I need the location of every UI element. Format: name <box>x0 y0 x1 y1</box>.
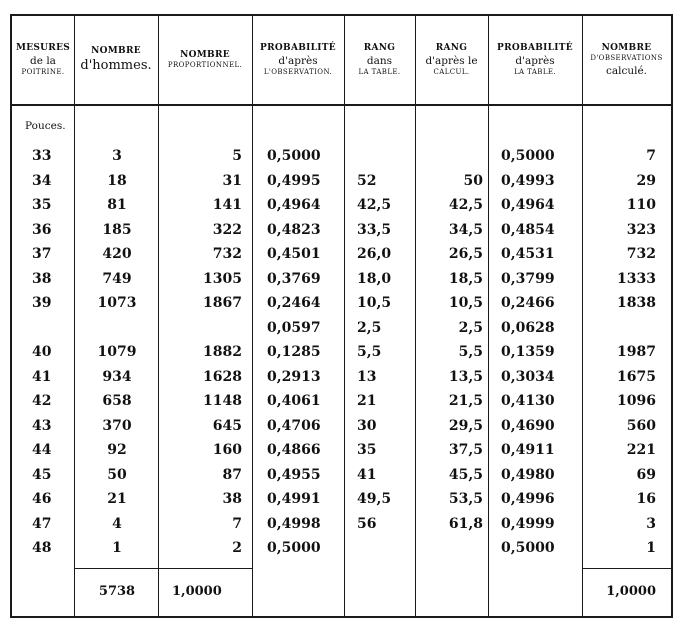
cell-nombre-observations: 221 <box>626 442 656 458</box>
cell-probabilite-table: 0,4993 <box>501 172 555 189</box>
cell-rang-table: 2,5 <box>357 319 382 336</box>
total-rule <box>74 568 252 569</box>
cell-rang-calcul: 21,5 <box>448 393 483 409</box>
cell-hommes: 749 <box>102 270 132 287</box>
cell-nombre-observations: 1333 <box>617 270 656 287</box>
total-observations: 1,0000 <box>606 584 656 599</box>
cell-rang-calcul: 2,5 <box>458 319 483 336</box>
cell-probabilite-table: 0,4531 <box>501 246 555 262</box>
cell-proportionnel: 1305 <box>203 270 242 287</box>
cell-hommes: 185 <box>102 221 132 238</box>
cell-nombre-observations: 3 <box>646 515 656 532</box>
cell-probabilite-observation: 0,4991 <box>267 491 321 507</box>
cell-mesure: 44 <box>32 442 52 458</box>
header-line: PROBABILITÉ <box>260 43 336 54</box>
header-line: d'hommes. <box>80 58 152 74</box>
cell-mesure: 38 <box>32 270 52 287</box>
cell-hommes: 92 <box>107 442 127 458</box>
header-line: LA TABLE. <box>514 68 556 77</box>
table-row <box>12 218 671 242</box>
cell-proportionnel: 732 <box>212 246 242 262</box>
cell-hommes: 81 <box>107 197 127 213</box>
cell-probabilite-table: 0,4854 <box>501 221 555 238</box>
cell-hommes: 1079 <box>97 344 137 360</box>
header-line: PROPORTIONNEL. <box>167 61 243 70</box>
cell-rang-table <box>357 536 417 560</box>
cell-probabilite-observation: 0,1285 <box>267 344 321 360</box>
cell-rang-calcul: 10,5 <box>448 295 483 311</box>
cell-mesure: 36 <box>32 221 52 238</box>
cell-nombre-observations: 69 <box>636 466 656 483</box>
table-row <box>12 242 671 266</box>
cell-probabilite-observation: 0,5000 <box>267 148 321 164</box>
header-probabilite-table <box>488 16 582 104</box>
cell-proportionnel: 38 <box>222 491 242 507</box>
cell-proportionnel <box>172 316 242 340</box>
cell-probabilite-table: 0,0628 <box>501 319 555 336</box>
cell-probabilite-observation: 0,4995 <box>267 172 321 189</box>
header-line: D'OBSERVATIONS <box>590 54 663 63</box>
cell-probabilite-observation: 0,4866 <box>267 442 321 458</box>
cell-nombre-observations: 323 <box>626 221 656 238</box>
cell-mesure: 47 <box>32 515 52 532</box>
table-row <box>12 193 671 217</box>
cell-mesure: 42 <box>32 393 52 409</box>
cell-mesure <box>32 316 72 340</box>
header-line: calculé. <box>605 64 648 77</box>
table-body <box>12 106 671 618</box>
cell-rang-calcul <box>427 144 483 168</box>
header-line: PROBABILITÉ <box>497 43 573 54</box>
table-row <box>12 389 671 413</box>
cell-rang-calcul: 13,5 <box>448 368 483 385</box>
cell-probabilite-observation: 0,2913 <box>267 368 321 385</box>
cell-proportionnel: 1882 <box>203 344 242 360</box>
cell-hommes <box>87 316 147 340</box>
cell-proportionnel: 322 <box>212 221 242 238</box>
cell-hommes: 1073 <box>97 295 137 311</box>
cell-probabilite-table: 0,4999 <box>501 515 555 532</box>
cell-probabilite-observation: 0,4955 <box>267 466 321 483</box>
cell-rang-table: 35 <box>357 442 377 458</box>
cell-nombre-observations: 560 <box>626 417 656 434</box>
cell-hommes: 1 <box>112 540 122 556</box>
cell-hommes: 370 <box>102 417 132 434</box>
header-nombre-hommes <box>74 16 158 104</box>
cell-probabilite-table: 0,4690 <box>501 417 555 434</box>
header-mesures <box>12 16 74 104</box>
total-hommes: 5738 <box>98 584 136 599</box>
cell-probabilite-observation: 0,4964 <box>267 197 321 213</box>
header-nombre-proportionnel <box>158 16 252 104</box>
cell-probabilite-table: 0,3799 <box>501 270 555 287</box>
cell-hommes: 420 <box>102 246 132 262</box>
header-line: de la <box>30 55 56 68</box>
cell-rang-calcul <box>427 536 483 560</box>
cell-nombre-observations: 1987 <box>617 344 656 360</box>
table-row <box>12 267 671 291</box>
table-row <box>12 463 671 487</box>
cell-rang-table: 42,5 <box>357 197 392 213</box>
cell-hommes: 4 <box>112 515 122 532</box>
cell-rang-table: 5,5 <box>357 344 382 360</box>
table-row <box>12 340 671 364</box>
cell-probabilite-table: 0,2466 <box>501 295 555 311</box>
cell-rang-table: 33,5 <box>357 221 392 238</box>
cell-rang-calcul: 42,5 <box>448 197 483 213</box>
cell-proportionnel: 5 <box>232 148 242 164</box>
header-line: POITRINE. <box>21 68 65 77</box>
header-nombre-observations <box>582 16 671 104</box>
header-line: dans <box>366 55 393 68</box>
cell-proportionnel: 2 <box>232 540 242 556</box>
cell-nombre-observations: 1675 <box>617 368 656 385</box>
cell-proportionnel: 7 <box>232 515 242 532</box>
cell-probabilite-table: 0,1359 <box>501 344 555 360</box>
cell-mesure: 39 <box>32 295 52 311</box>
table-row <box>12 414 671 438</box>
cell-proportionnel: 1867 <box>203 295 242 311</box>
cell-proportionnel: 1148 <box>203 393 242 409</box>
cell-probabilite-observation: 0,5000 <box>267 540 321 556</box>
cell-rang-table: 41 <box>357 466 377 483</box>
cell-nombre-observations: 7 <box>646 148 656 164</box>
cell-proportionnel: 160 <box>212 442 242 458</box>
cell-mesure: 45 <box>32 466 52 483</box>
table-row <box>12 291 671 315</box>
header-line: RANG <box>435 43 468 54</box>
cell-rang-table: 52 <box>357 172 377 189</box>
totals-row <box>12 580 671 604</box>
cell-rang-table <box>357 144 417 168</box>
cell-rang-calcul: 34,5 <box>448 221 483 238</box>
cell-probabilite-table: 0,4911 <box>501 442 555 458</box>
cell-hommes: 50 <box>107 466 127 483</box>
cell-hommes: 3 <box>112 148 122 164</box>
cell-proportionnel: 87 <box>222 466 242 483</box>
cell-probabilite-observation: 0,3769 <box>267 270 321 287</box>
cell-rang-table: 13 <box>357 368 377 385</box>
cell-probabilite-observation: 0,0597 <box>267 319 321 336</box>
cell-rang-table: 10,5 <box>357 295 392 311</box>
total-proportionnel: 1,0000 <box>172 584 222 599</box>
table-row <box>12 169 671 193</box>
cell-rang-table: 21 <box>357 393 377 409</box>
header-line: RANG <box>363 43 396 54</box>
cell-proportionnel: 141 <box>212 197 242 213</box>
cell-probabilite-table: 0,4996 <box>501 491 555 507</box>
cell-rang-calcul: 5,5 <box>458 344 483 360</box>
header-rang-calcul <box>415 16 488 104</box>
cell-rang-table: 49,5 <box>357 491 392 507</box>
cell-rang-table: 18,0 <box>357 270 392 287</box>
cell-rang-calcul: 45,5 <box>448 466 483 483</box>
cell-nombre-observations: 29 <box>636 172 656 189</box>
cell-mesure: 46 <box>32 491 52 507</box>
cell-proportionnel: 1628 <box>203 368 242 385</box>
cell-probabilite-observation: 0,4061 <box>267 393 321 409</box>
cell-rang-calcul: 53,5 <box>448 491 483 507</box>
cell-rang-table: 30 <box>357 417 377 434</box>
cell-rang-calcul: 26,5 <box>448 246 483 262</box>
cell-mesure: 34 <box>32 172 52 189</box>
cell-nombre-observations <box>592 316 656 340</box>
header-line: MESURES <box>15 43 71 54</box>
cell-mesure: 35 <box>32 197 52 213</box>
header-line: d'après le <box>425 55 478 68</box>
cell-hommes: 658 <box>102 393 132 409</box>
cell-mesure: 43 <box>32 417 52 434</box>
cell-rang-calcul: 61,8 <box>448 515 483 532</box>
cell-probabilite-table: 0,5000 <box>501 148 555 164</box>
header-rang-table <box>344 16 415 104</box>
cell-probabilite-table: 0,4130 <box>501 393 555 409</box>
cell-proportionnel: 645 <box>212 417 242 434</box>
cell-rang-calcul: 18,5 <box>448 270 483 287</box>
cell-probabilite-observation: 0,4706 <box>267 417 321 434</box>
cell-probabilite-observation: 0,4823 <box>267 221 321 238</box>
cell-mesure: 33 <box>32 148 52 164</box>
header-line: NOMBRE <box>91 46 141 57</box>
table-row <box>12 438 671 462</box>
table-row <box>12 536 671 560</box>
header-line: d'après <box>278 55 318 68</box>
cell-nombre-observations: 1096 <box>617 393 656 409</box>
cell-probabilite-table: 0,3034 <box>501 368 555 385</box>
table-row <box>12 487 671 511</box>
header-line: LA TABLE. <box>358 68 401 77</box>
unit-label: Pouces. <box>25 120 66 132</box>
cell-rang-table: 56 <box>357 515 377 532</box>
cell-rang-table: 26,0 <box>357 246 392 262</box>
cell-rang-calcul: 29,5 <box>448 417 483 434</box>
cell-nombre-observations: 732 <box>626 246 656 262</box>
cell-probabilite-observation: 0,4501 <box>267 246 321 262</box>
cell-rang-calcul: 37,5 <box>448 442 483 458</box>
total-rule <box>582 568 671 569</box>
header-line: d'après <box>515 55 555 68</box>
header-line: NOMBRE <box>601 43 652 54</box>
cell-rang-calcul: 50 <box>463 172 483 189</box>
cell-probabilite-table: 0,4964 <box>501 197 555 213</box>
cell-mesure: 41 <box>32 368 52 385</box>
cell-nombre-observations: 16 <box>636 491 656 507</box>
statistics-table <box>10 14 673 618</box>
cell-nombre-observations: 1 <box>646 540 656 556</box>
cell-hommes: 21 <box>107 491 127 507</box>
cell-probabilite-table: 0,4980 <box>501 466 555 483</box>
cell-proportionnel: 31 <box>222 172 242 189</box>
table-row <box>12 365 671 389</box>
table-header <box>12 16 671 106</box>
header-line: CALCUL. <box>433 68 470 77</box>
table-row <box>12 512 671 536</box>
table-row <box>12 144 671 168</box>
cell-hommes: 18 <box>107 172 127 189</box>
table-row <box>12 316 671 340</box>
cell-mesure: 40 <box>32 344 52 360</box>
cell-mesure: 37 <box>32 246 52 262</box>
cell-probabilite-table: 0,5000 <box>501 540 555 556</box>
header-line: L'OBSERVATION. <box>263 68 333 77</box>
cell-nombre-observations: 110 <box>626 197 656 213</box>
cell-nombre-observations: 1838 <box>617 295 656 311</box>
header-probabilite-observation <box>252 16 344 104</box>
cell-mesure: 48 <box>32 540 52 556</box>
cell-probabilite-observation: 0,4998 <box>267 515 321 532</box>
cell-probabilite-observation: 0,2464 <box>267 295 321 311</box>
cell-hommes: 934 <box>102 368 132 385</box>
header-line: NOMBRE <box>180 50 230 61</box>
